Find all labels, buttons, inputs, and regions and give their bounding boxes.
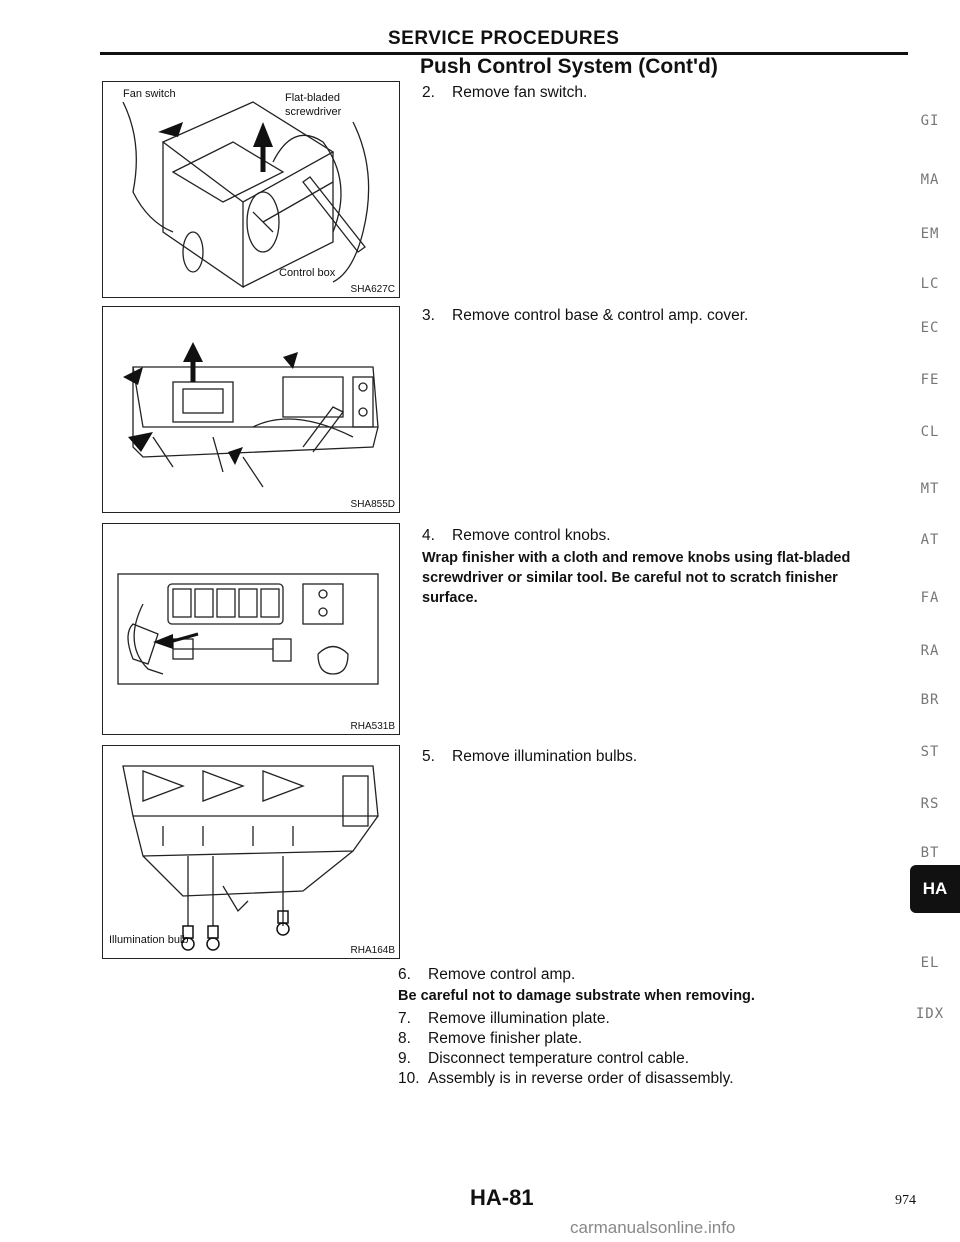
side-tab-ma[interactable]: MA [920, 172, 940, 188]
step-5: 5. Remove illumination bulbs. [422, 748, 638, 765]
callout-control-box: Control box [279, 267, 336, 279]
side-tab-ec[interactable]: EC [920, 320, 940, 336]
side-tab-cl[interactable]: CL [920, 424, 940, 440]
page-title: Push Control System (Cont'd) [420, 55, 718, 78]
step-8: 8. Remove finisher plate. [398, 1030, 583, 1047]
side-tab-mt[interactable]: MT [920, 481, 940, 497]
side-tab-at[interactable]: AT [920, 532, 940, 548]
caution-amp: Be careful not to damage substrate when removing. [398, 988, 755, 1004]
callout-illumination-bulb: Illumination bulb [109, 934, 189, 946]
print-page-number: 974 [895, 1193, 916, 1208]
side-tab-bt[interactable]: BT [920, 845, 940, 861]
section-header: SERVICE PROCEDURES [388, 28, 620, 49]
side-tab-ra[interactable]: RA [920, 643, 940, 659]
side-tab-lc[interactable]: LC [920, 276, 940, 292]
control-knobs-illustration [103, 524, 399, 734]
side-tab-el[interactable]: EL [920, 955, 940, 971]
step-2: 2. Remove fan switch. [422, 84, 588, 101]
step-7: 7. Remove illumination plate. [398, 1010, 610, 1027]
control-base-illustration [103, 307, 399, 512]
side-tab-ha-active[interactable]: HA [910, 865, 960, 913]
figure-control-knobs [102, 523, 400, 735]
side-tab-fe[interactable]: FE [920, 372, 940, 388]
side-tab-idx[interactable]: IDX [915, 1006, 945, 1022]
step-9: 9. Disconnect temperature control cable. [398, 1050, 690, 1067]
caution-knobs: Wrap finisher with a cloth and remove knobs using flat-bladed screwdriver or similar tool. Be careful not to scratch finisher surface. [422, 550, 851, 606]
callout-fan-switch: Fan switch [123, 88, 176, 100]
side-tab-br[interactable]: BR [920, 692, 940, 708]
page-number: HA-81 [470, 1185, 534, 1210]
figure-illumination-bulbs [102, 745, 400, 959]
step-4: 4. Remove control knobs. [422, 527, 611, 544]
figure-fan-switch [102, 81, 400, 298]
side-tab-rs[interactable]: RS [920, 796, 940, 812]
callout-screwdriver: screwdriver [285, 106, 342, 118]
side-tab-st[interactable]: ST [920, 744, 940, 760]
side-tab-gi[interactable]: GI [920, 113, 940, 129]
side-tab-fa[interactable]: FA [920, 590, 940, 606]
step-3: 3. Remove control base & control amp. cover. [422, 307, 749, 324]
figure-control-base [102, 306, 400, 513]
illumination-bulbs-illustration [103, 746, 399, 958]
step-10: 10. Assembly is in reverse order of disassembly. [398, 1070, 734, 1087]
step-6: 6. Remove control amp. [398, 966, 576, 983]
callout-flat-bladed: Flat-bladed [285, 92, 341, 104]
figure-code: SHA855D [350, 499, 395, 510]
watermark: carmanualsonline.info [570, 1218, 736, 1237]
side-tab-em[interactable]: EM [920, 226, 940, 242]
figure-code: SHA627C [350, 284, 395, 295]
figure-code: RHA164B [350, 945, 395, 956]
fan-switch-illustration [103, 82, 399, 297]
figure-code: RHA531B [350, 721, 395, 732]
